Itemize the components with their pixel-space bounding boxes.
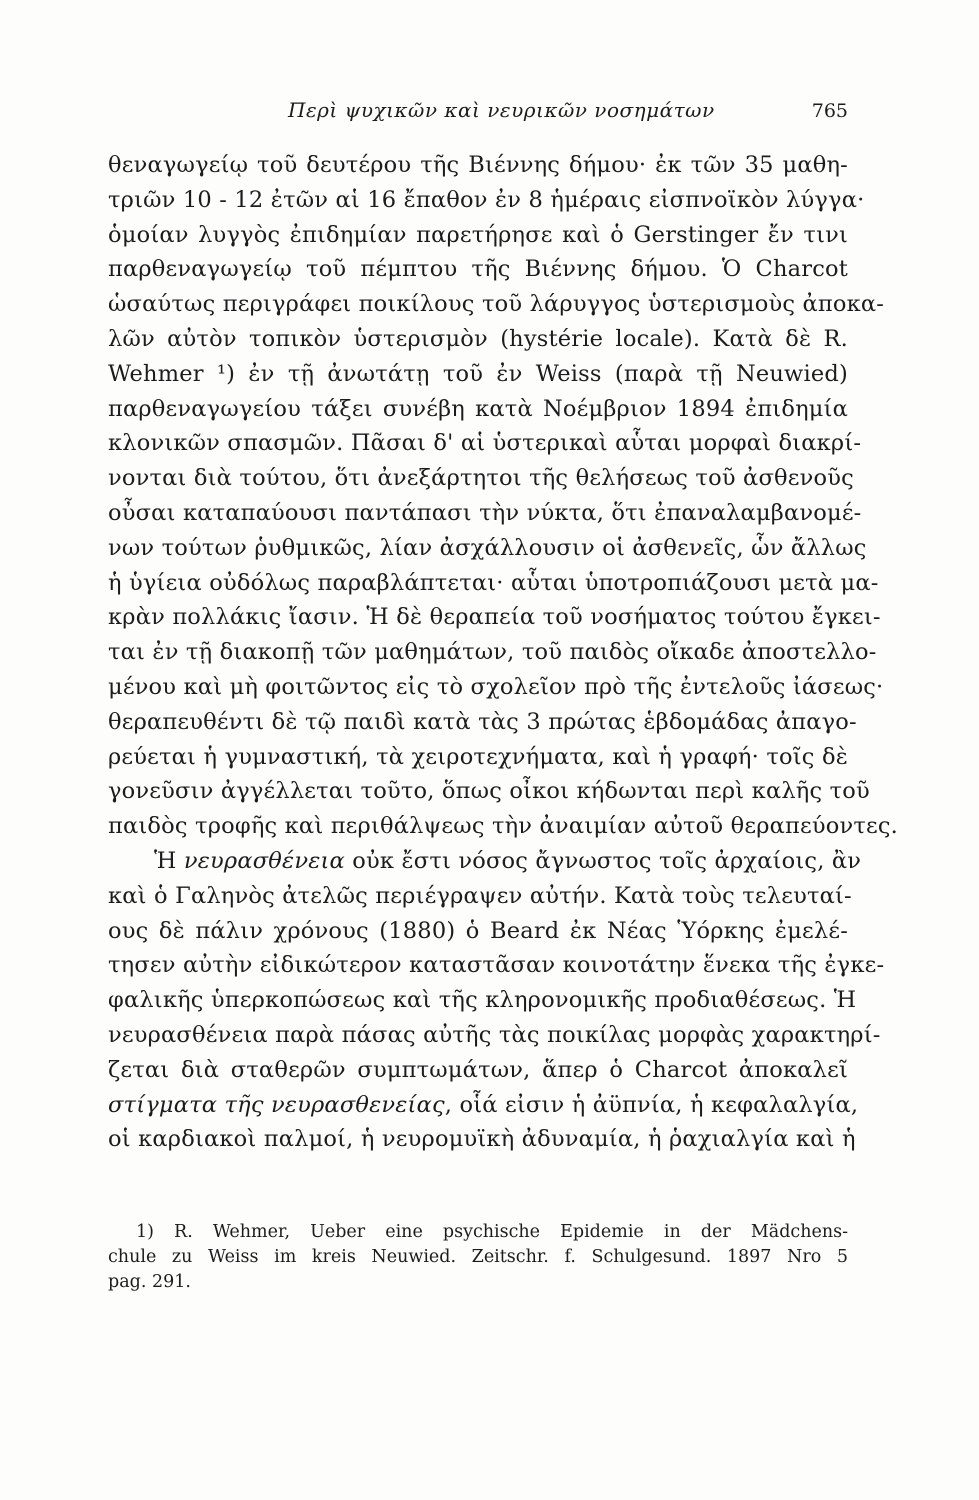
footnote-line: chule zu Weiss im kreis Neuwied. Zeitschr. f. Schulgesund. 1897 Nro 5	[108, 1247, 848, 1267]
text-line: νευρασθένεια παρὰ πάσας αὐτῆς τὰς ποικίλας μορφὰς χαρακτηρί-	[108, 1021, 881, 1048]
text-line: ὡσαύτως περιγράφει ποικίλους τοῦ λάρυγγος ὑστερισμοὺς ἀποκα-	[108, 291, 885, 318]
page-number: 765	[811, 100, 848, 122]
text-run: οὐκ ἔστι νόσος ἄγνωστος τοῖς ἀρχαίοις, ἂν	[344, 847, 862, 874]
text-line: λῶν αὐτὸν τοπικὸν ὑστερισμὸν (hystérie locale). Κατὰ δὲ R.	[108, 325, 848, 352]
footnote-line: 1) R. Wehmer, Ueber eine psychische Epidemie in der Mädchens-	[136, 1222, 848, 1242]
paragraph-start-line	[108, 844, 862, 879]
text-line: ἡ ὑγίεια οὐδόλως παραβλάπτεται· αὗται ὑποτροπιάζουσι μετὰ μα-	[108, 569, 879, 596]
paragraph-article: Ἡ	[154, 847, 184, 874]
text-line: κρὰν πολλάκις ἴασιν. Ἡ δὲ θεραπεία τοῦ νοσήματος τούτου ἔγκει-	[108, 604, 881, 631]
italic-term: νευρασθένεια	[183, 847, 345, 874]
text-run: , οἷά εἰσιν ἡ ἀϋπνία, ἡ κεφαλαλγία,	[444, 1091, 859, 1118]
text-line: μένου καὶ μὴ φοιτῶντος εἰς τὸ σχολεῖον πρὸ τῆς ἐντελοῦς ἰάσεως·	[108, 673, 884, 700]
text-line: καὶ ὁ Γαληνὸς ἀτελῶς περιέγραψεν αὐτήν. Κατὰ τοὺς τελευταί-	[108, 882, 852, 909]
text-line: κλονικῶν σπασμῶν. Πᾶσαι δ' αἱ ὑστερικαὶ αὗται μορφαὶ διακρί-	[108, 430, 862, 457]
text-line: Wehmer ¹) ἐν τῇ ἀνωτάτῃ τοῦ ἐν Weiss (παρὰ τῇ Neuwied)	[108, 360, 848, 387]
text-line: οἱ καρδιακοὶ παλμοί, ἡ νευρομυϊκὴ ἀδυναμία, ἡ ῥαχιαλγία καὶ ἡ	[108, 1126, 856, 1153]
text-line: ται ἐν τῇ διακοπῇ τῶν μαθημάτων, τοῦ παιδὸς οἴκαδε ἀποστελλο-	[108, 639, 877, 666]
text-line: ζεται διὰ σταθερῶν συμπτωμάτων, ἅπερ ὁ Charcot ἀποκαλεῖ	[108, 1056, 848, 1083]
body-text	[108, 148, 899, 1157]
text-line: ους δὲ πάλιν χρόνους (1880) ὁ Beard ἐκ Νέας Ὑόρκης ἐμελέ-	[108, 917, 848, 944]
italic-term: στίγματα τῆς νευρασθενείας	[108, 1091, 445, 1118]
text-line: οὖσαι καταπαύουσι παντάπασι τὴν νύκτα, ὅτι ἐπαναλαμβανομέ-	[108, 499, 862, 526]
text-line: θεραπευθέντι δὲ τῷ παιδὶ κατὰ τὰς 3 πρώτας ἑβδομάδας ἀπαγο-	[108, 708, 857, 735]
text-line: νονται διὰ τούτου, ὅτι ἀνεξάρτητοι τῆς θελήσεως τοῦ ἀσθενοῦς	[108, 465, 854, 492]
text-line: φαλικῆς ὑπερκοπώσεως καὶ τῆς κληρονομικῆς προδιαθέσεως. Ἡ	[108, 987, 857, 1014]
paragraph-end-line: παιδὸς τροφῆς καὶ περιθάλψεως τὴν ἀναιμίαν αὐτοῦ θεραπεύοντες.	[108, 813, 899, 840]
running-title: Περὶ ψυχικῶν καὶ νευρικῶν νοσημάτων	[288, 98, 715, 122]
text-line: νων τούτων ῥυθμικῶς, λίαν ἀσχάλλουσιν οἱ ἀσθενεῖς, ὧν ἄλλως	[108, 534, 867, 561]
text-line: τριῶν 10 - 12 ἐτῶν αἱ 16 ἔπαθον ἐν 8 ἡμέραις εἰσπνοϊκὸν λύγγα·	[108, 186, 865, 213]
text-line: ὁμοίαν λυγγὸς ἐπιδημίαν παρετήρησε καὶ ὁ Gerstinger ἔν τινι	[108, 221, 848, 248]
footnote-line: pag. 291.	[108, 1272, 191, 1292]
text-line	[108, 1088, 859, 1123]
text-line: παρθεναγωγείῳ τοῦ πέμπτου τῆς Βιέννης δήμου. Ὁ Charcot	[108, 256, 848, 283]
text-line: γονεῦσιν ἀγγέλλεται τοῦτο, ὅπως οἶκοι κήδωνται περὶ καλῆς τοῦ	[108, 778, 870, 805]
text-line: θεναγωγείῳ τοῦ δευτέρου τῆς Βιέννης δήμου· ἐκ τῶν 35 μαθη-	[108, 152, 848, 178]
text-line: τησεν αὐτὴν εἰδικώτερον καταστᾶσαν κοινοτάτην ἕνεκα τῆς ἐγκε-	[108, 952, 885, 979]
running-head	[108, 98, 848, 128]
text-line: παρθεναγωγείου τάξει συνέβη κατὰ Νοέμβριον 1894 ἐπιδημία	[108, 395, 848, 422]
footnote	[108, 1220, 848, 1295]
text-line: ρεύεται ἡ γυμναστική, τὰ χειροτεχνήματα, καὶ ἡ γραφή· τοῖς δὲ	[108, 743, 848, 770]
